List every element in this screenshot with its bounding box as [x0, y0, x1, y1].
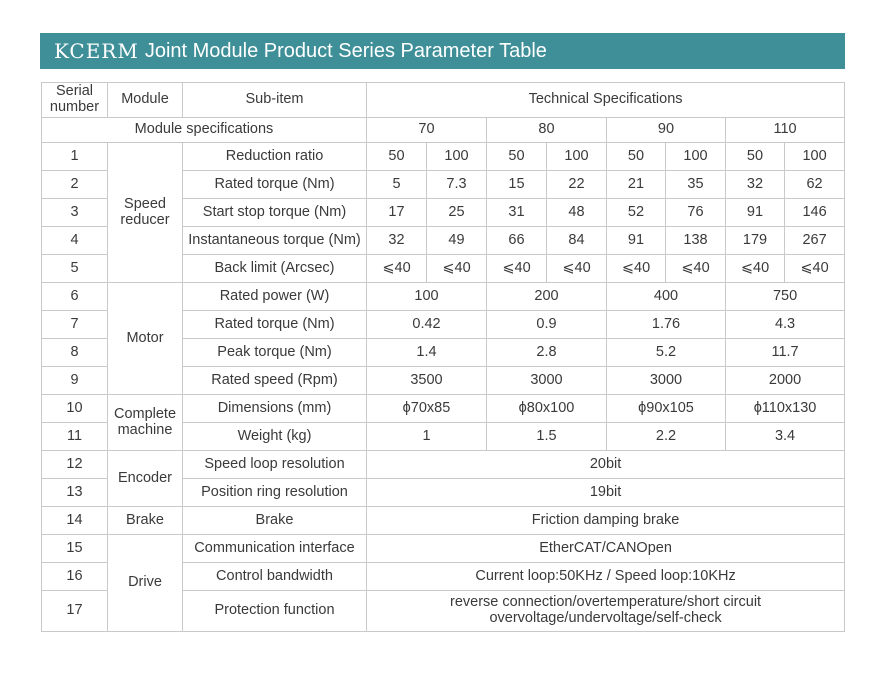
cell-value: 91: [607, 227, 666, 255]
cell-value: 100: [666, 143, 726, 171]
cell-value: 21: [607, 171, 666, 199]
row-subitem: Communication interface: [183, 535, 367, 563]
cell-value: 179: [726, 227, 785, 255]
row-subitem: Rated torque (Nm): [183, 171, 367, 199]
cell-value: 50: [367, 143, 427, 171]
cell-value: 3.4: [726, 423, 845, 451]
row-subitem: Rated torque (Nm): [183, 311, 367, 339]
parameter-table: [41, 82, 845, 632]
table-row: [42, 143, 845, 171]
cell-value: ⩽40: [666, 255, 726, 283]
row-number: 15: [42, 535, 108, 563]
cell-value: 25: [427, 199, 487, 227]
cell-value: 50: [487, 143, 547, 171]
row-number: 13: [42, 479, 108, 507]
cell-value: 11.7: [726, 339, 845, 367]
cell-value: 750: [726, 283, 845, 311]
cell-value: 52: [607, 199, 666, 227]
cell-value: 267: [785, 227, 845, 255]
cell-value: 4.3: [726, 311, 845, 339]
cell-value: 5: [367, 171, 427, 199]
cell-value: 1.76: [607, 311, 726, 339]
cell-value: 3500: [367, 367, 487, 395]
row-subitem: Control bandwidth: [183, 563, 367, 591]
header-serial-number: Serial number: [42, 83, 108, 118]
cell-value: 19bit: [367, 479, 845, 507]
cell-value: 3000: [607, 367, 726, 395]
cell-value: 84: [547, 227, 607, 255]
size-90: 90: [607, 118, 726, 143]
cell-value: 3000: [487, 367, 607, 395]
header-module: Module: [108, 83, 183, 118]
cell-value: ϕ70x85: [367, 395, 487, 423]
cell-value: Current loop:50KHz / Speed loop:10KHz: [367, 563, 845, 591]
cell-value: 1: [367, 423, 487, 451]
cell-value: 2.2: [607, 423, 726, 451]
row-subitem: Position ring resolution: [183, 479, 367, 507]
header-subitem: Sub-item: [183, 83, 367, 118]
header-module-specifications: Module specifications: [42, 118, 367, 143]
cell-value: 100: [547, 143, 607, 171]
group-complete-machine: Complete machine: [108, 395, 183, 451]
cell-value: 49: [427, 227, 487, 255]
row-number: 14: [42, 507, 108, 535]
cell-value: Friction damping brake: [367, 507, 845, 535]
row-subitem: Reduction ratio: [183, 143, 367, 171]
table-row: [42, 535, 845, 563]
cell-value: ⩽40: [547, 255, 607, 283]
cell-value: 100: [785, 143, 845, 171]
group-speed-reducer: Speed reducer: [108, 143, 183, 283]
group-motor: Motor: [108, 283, 183, 395]
row-subitem: Brake: [183, 507, 367, 535]
cell-value: 50: [607, 143, 666, 171]
cell-value: 0.9: [487, 311, 607, 339]
row-number: 5: [42, 255, 108, 283]
cell-value: 1.4: [367, 339, 487, 367]
brand-name: KCERM: [54, 39, 139, 63]
row-number: 10: [42, 395, 108, 423]
cell-value: ⩽40: [785, 255, 845, 283]
row-subitem: Weight (kg): [183, 423, 367, 451]
row-number: 11: [42, 423, 108, 451]
cell-value: ⩽40: [427, 255, 487, 283]
cell-value: 50: [726, 143, 785, 171]
row-number: 4: [42, 227, 108, 255]
cell-value: reverse connection/overtemperature/short circuit overvoltage/undervoltage/self-check: [367, 591, 845, 632]
table-row: [42, 395, 845, 423]
row-number: 8: [42, 339, 108, 367]
cell-value: 66: [487, 227, 547, 255]
row-number: 17: [42, 591, 108, 632]
group-encoder: Encoder: [108, 451, 183, 507]
row-number: 9: [42, 367, 108, 395]
row-subitem: Rated power (W): [183, 283, 367, 311]
group-drive: Drive: [108, 535, 183, 632]
table-row: [42, 507, 845, 535]
row-subitem: Protection function: [183, 591, 367, 632]
cell-value: 146: [785, 199, 845, 227]
page-title: Joint Module Product Series Parameter Table: [144, 39, 547, 62]
row-number: 3: [42, 199, 108, 227]
row-number: 12: [42, 451, 108, 479]
group-brake: Brake: [108, 507, 183, 535]
cell-value: ϕ80x100: [487, 395, 607, 423]
row-subitem: Dimensions (mm): [183, 395, 367, 423]
cell-value: 200: [487, 283, 607, 311]
row-subitem: Back limit (Arcsec): [183, 255, 367, 283]
cell-value: ⩽40: [487, 255, 547, 283]
cell-value: 22: [547, 171, 607, 199]
size-70: 70: [367, 118, 487, 143]
cell-value: 48: [547, 199, 607, 227]
cell-value: 5.2: [607, 339, 726, 367]
cell-value: 31: [487, 199, 547, 227]
cell-value: 62: [785, 171, 845, 199]
cell-value: EtherCAT/CANOpen: [367, 535, 845, 563]
table-row: [42, 283, 845, 311]
row-subitem: Instantaneous torque (Nm): [183, 227, 367, 255]
module-specifications-row: [42, 118, 845, 143]
cell-value: 2000: [726, 367, 845, 395]
cell-value: 20bit: [367, 451, 845, 479]
row-subitem: Speed loop resolution: [183, 451, 367, 479]
row-subitem: Peak torque (Nm): [183, 339, 367, 367]
size-110: 110: [726, 118, 845, 143]
cell-value: 400: [607, 283, 726, 311]
cell-value: 2.8: [487, 339, 607, 367]
cell-value: 100: [367, 283, 487, 311]
cell-value: ϕ110x130: [726, 395, 845, 423]
title-bar: [40, 33, 845, 69]
cell-value: 1.5: [487, 423, 607, 451]
cell-value: 91: [726, 199, 785, 227]
cell-value: 7.3: [427, 171, 487, 199]
cell-value: ϕ90x105: [607, 395, 726, 423]
cell-value: ⩽40: [726, 255, 785, 283]
row-subitem: Rated speed (Rpm): [183, 367, 367, 395]
size-80: 80: [487, 118, 607, 143]
cell-value: ⩽40: [607, 255, 666, 283]
cell-value: 15: [487, 171, 547, 199]
table-row: [42, 451, 845, 479]
row-number: 2: [42, 171, 108, 199]
cell-value: 32: [726, 171, 785, 199]
row-number: 6: [42, 283, 108, 311]
row-number: 16: [42, 563, 108, 591]
table-header-row: [42, 83, 845, 118]
cell-value: 17: [367, 199, 427, 227]
header-technical-specifications: Technical Specifications: [367, 83, 845, 118]
row-number: 7: [42, 311, 108, 339]
cell-value: 32: [367, 227, 427, 255]
cell-value: 138: [666, 227, 726, 255]
cell-value: 100: [427, 143, 487, 171]
row-number: 1: [42, 143, 108, 171]
cell-value: ⩽40: [367, 255, 427, 283]
row-subitem: Start stop torque (Nm): [183, 199, 367, 227]
cell-value: 76: [666, 199, 726, 227]
cell-value: 0.42: [367, 311, 487, 339]
cell-value: 35: [666, 171, 726, 199]
